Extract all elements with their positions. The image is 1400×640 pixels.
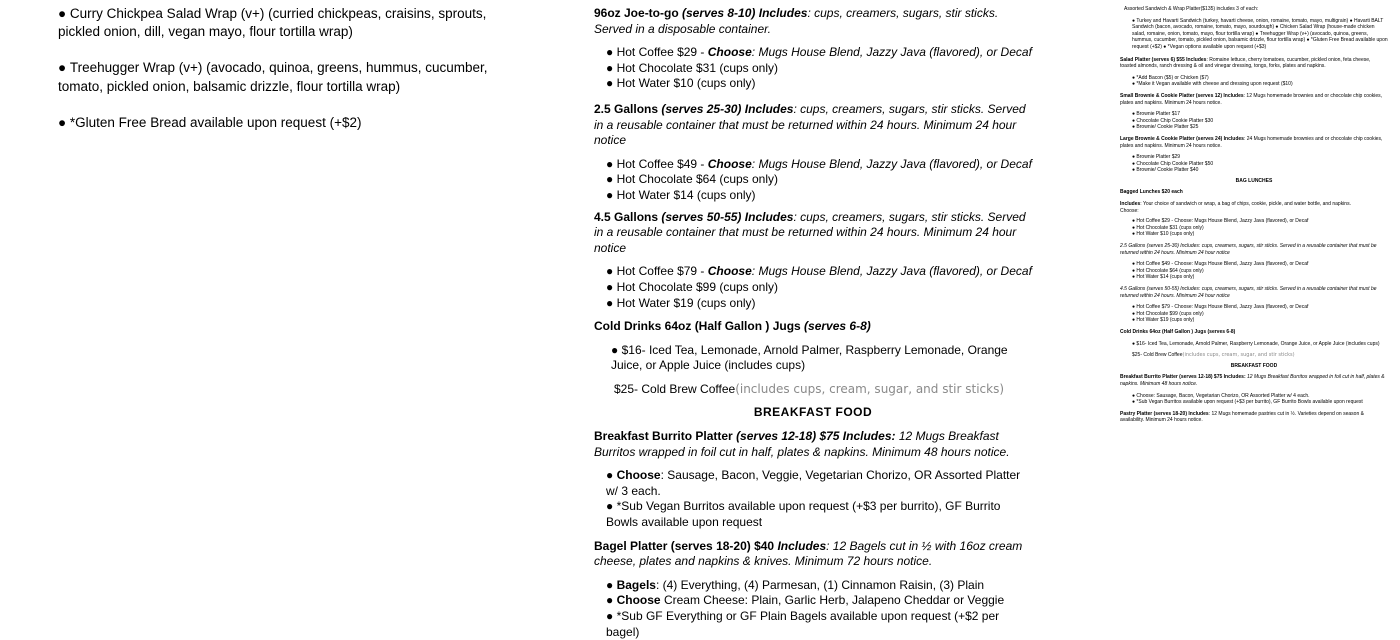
list-item: ● Turkey and Havarti Sandwich (turkey, havarti cheese, onion, romaine, tomato, mayo, multigrain) ● Havarti BALT Sandwich (bacon, avocado, romaine, tomato, mayo, sourdough) ● Chicken Salad Wrap (house-made chicken salad, romaine, onion, tomato, mayo, flour tortilla wrap) ● Treehugger Wrap (v+) (avocado, quinoa, greens, hummus, cucumber, tomato, pickled onion, balsamic drizzle, flour tortilla wrap) ● *Gluten Free Bread available upon request (+$2) ● *Vegan options available upon request (+$3)	[1120, 18, 1388, 51]
list-item: ● *Make it Vegan available with cheese and dressing upon request ($10)	[1120, 81, 1388, 88]
list-item: ● Curry Chickpea Salad Wrap (v+) (curried chickpeas, craisins, sprouts, pickled onion, dill, vegan mayo, flour tortilla wrap)	[58, 5, 488, 41]
list-item: ● Hot Water $19 (cups only)	[606, 296, 1032, 312]
list-item: ● Chocolate Chip Cookie Platter $50	[1132, 161, 1388, 168]
section-title: BAG LUNCHES	[1235, 177, 1273, 184]
list-item: ● *Sub GF Everything or GF Plain Bagels available upon request (+$2 per bagel)	[606, 609, 1032, 640]
platter-heading: Assorted Sandwich & Wrap Platter($135) includes 3 of each:	[1124, 6, 1259, 12]
list-item: ● Hot Water $19 (cups only)	[1132, 317, 1388, 324]
section-heading: Salad Platter (serves 6) $55 Includes: Romaine lettuce, cherry tomatoes, cucumber, pickled onion, feta cheese, toasted almonds, ranch dressing & oil and vinegar dressing, tongs, forks, plates and napkins.	[1120, 56, 1371, 70]
bag-choose: Choose:	[1120, 207, 1139, 214]
cold-brew-line: $25- Cold Brew Coffee(includes cups, cream, sugar, and stir sticks)	[614, 381, 1005, 396]
section-heading: 2.5 Gallons (serves 25-30) Includes: cups, creamers, sugars, stir sticks. Served in a reusable container that must be returned within 24 hours. Minimum 24 hour notice	[1120, 243, 1377, 256]
list-item: ● Hot Coffee $79 - Choose: Mugs House Blend, Jazzy Java (flavored), or Decaf	[606, 264, 1032, 280]
list-item: ● Hot Coffee $29 - Choose: Mugs House Blend, Jazzy Java (flavored), or Decaf	[1132, 218, 1388, 225]
list-item: ● Bagels: (4) Everything, (4) Parmesan, (1) Cinnamon Raisin, (3) Plain	[606, 578, 1032, 594]
section-heading: 4.5 Gallons (serves 50-55) Includes: cups, creamers, sugars, stir sticks. Served in a reusable container that must be returned within 24 hours. Minimum 24 hour notice	[594, 209, 1026, 255]
section-heading: Cold Drinks 64oz (Half Gallon ) Jugs (serves 6-8)	[594, 319, 871, 334]
section-heading: Cold Drinks 64oz (Half Gallon ) Jugs (serves 6-8)	[1120, 328, 1236, 335]
section-heading: Large Brownie & Cookie Platter (serves 24) Includes: 24 Mugs homemade brownies and or chocolate chip cookies, plates and napkins. Minimum 24 hours notice.	[1120, 135, 1383, 149]
list-item: ● Hot Chocolate $31 (cups only)	[1132, 225, 1388, 232]
list-item: ● Hot Water $10 (cups only)	[606, 76, 1032, 92]
list-item: ● *Sub Vegan Burritos available upon request (+$3 per burrito), GF Burrito Bowls available upon request	[606, 499, 1032, 530]
list-item: ● Choose: Sausage, Bacon, Veggie, Vegetarian Chorizo, OR Assorted Platter w/ 3 each.	[606, 468, 1032, 499]
section-heading: Small Brownie & Cookie Platter (serves 12) Includes: 12 Mugs homemade brownies and or chocolate chip cookies, plates and napkins. Minimum 24 hours notice.	[1120, 92, 1383, 106]
list-item: ● Treehugger Wrap (v+) (avocado, quinoa, greens, hummus, cucumber, tomato, pickled onion, balsamic drizzle, flour tortilla wrap)	[58, 59, 488, 95]
section-heading: Pastry Platter (serves 18-20) Includes: 12 Mugs homemade pastries cut in ½. Varieties depend on season & availability. Minimum 24 hours notice.	[1120, 410, 1364, 424]
list-item: ● Choose: Sausage, Bacon, Vegetarian Chorizo, OR Assorted Platter w/ 4 each.	[1132, 393, 1388, 400]
section-heading: Breakfast Burrito Platter (serves 12-18) $75 Includes: 12 Mugs Breakfast Burritos wrapped in foil cut in half, plates & napkins. Minimum 48 hours notice.	[1120, 374, 1385, 387]
list-item: ● Hot Water $14 (cups only)	[606, 188, 1032, 204]
bag-includes: Includes: Your choice of sandwich or wrap, a bag of chips, cookie, pickle, and water bottle, and napkins.	[1120, 201, 1351, 208]
right-column	[1120, 0, 1388, 500]
list-item: ● Hot Coffee $49 - Choose: Mugs House Blend, Jazzy Java (flavored), or Decaf	[1132, 261, 1388, 268]
section-title: BREAKFAST FOOD	[1230, 362, 1278, 369]
section-heading: Bagel Platter (serves 18-20) $40 Includes: 12 Bagels cut in ½ with 16oz cream cheese, plates and napkins & knives. Minimum 72 hours notice.	[594, 538, 1023, 569]
list-item: ● Hot Water $10 (cups only)	[1132, 231, 1388, 238]
section-heading: 96oz Joe-to-go (serves 8-10) Includes: cups, creamers, sugars, stir sticks. Served in a disposable container.	[594, 6, 999, 36]
section-heading: 2.5 Gallons (serves 25-30) Includes: cups, creamers, sugars, stir sticks. Served in a reusable container that must be returned within 24 hours. Minimum 24 hour notice	[594, 101, 1026, 148]
list-item: ● *Sub Vegan Burritos available upon request (+$3 per burrito), GF Burrito Bowls available upon request	[1132, 399, 1388, 406]
list-item: ● Brownie Platter $17	[1132, 111, 1388, 118]
list-item: ● Hot Coffee $49 - Choose: Mugs House Blend, Jazzy Java (flavored), or Decaf	[606, 157, 1032, 173]
section-heading: 4.5 Gallons (serves 50-55) Includes: cups, creamers, sugars, stir sticks. Served in a reusable container that must be returned within 24 hours. Minimum 24 hour notice	[1120, 286, 1377, 299]
list-item: ● Hot Chocolate $64 (cups only)	[1132, 268, 1388, 275]
list-item: ● Hot Water $14 (cups only)	[1132, 274, 1388, 281]
list-item: ● *Add Bacon ($5) or Chicken ($7)	[1120, 75, 1388, 82]
list-item: ● Hot Coffee $79 - Choose: Mugs House Blend, Jazzy Java (flavored), or Decaf	[1132, 304, 1388, 311]
list-item: ● Hot Coffee $29 - Choose: Mugs House Blend, Jazzy Java (flavored), or Decaf	[606, 45, 1032, 61]
cold-brew-line: $25- Cold Brew Coffee(includes cups, cream, sugar, and stir sticks)	[1132, 352, 1295, 359]
bag-price: Bagged Lunches $20 each	[1120, 189, 1183, 196]
list-item: ● Hot Chocolate $64 (cups only)	[606, 172, 1032, 188]
list-item: ● $16- Iced Tea, Lemonade, Arnold Palmer, Raspberry Lemonade, Orange Juice, or Apple Juice (includes cups)	[1120, 341, 1388, 348]
list-item: ● $16- Iced Tea, Lemonade, Arnold Palmer, Raspberry Lemonade, Orange Juice, or Apple Juice (includes cups)	[594, 343, 1032, 374]
left-column	[58, 0, 488, 500]
list-item: ● Choose Cream Cheese: Plain, Garlic Herb, Jalapeno Cheddar or Veggie	[606, 593, 1032, 609]
list-item: ● Hot Chocolate $31 (cups only)	[606, 61, 1032, 77]
list-item: ● Brownie Platter $29	[1132, 154, 1388, 161]
middle-column	[594, 0, 1032, 639]
list-item: ● Brownie/ Cookie Platter $25	[1132, 124, 1388, 131]
section-title: BREAKFAST FOOD	[753, 405, 873, 420]
list-item: ● Chocolate Chip Cookie Platter $30	[1132, 118, 1388, 125]
list-item: ● Brownie/ Cookie Platter $40	[1132, 167, 1388, 174]
list-item: ● Hot Chocolate $99 (cups only)	[1132, 311, 1388, 318]
section-heading: Breakfast Burrito Platter (serves 12-18) $75 Includes: 12 Mugs Breakfast Burritos wrapped in foil cut in half, plates & napkins. Minimum 48 hours notice.	[594, 429, 1010, 459]
list-item: ● Hot Chocolate $99 (cups only)	[606, 280, 1032, 296]
list-item: ● *Gluten Free Bread available upon request (+$2)	[58, 114, 488, 132]
